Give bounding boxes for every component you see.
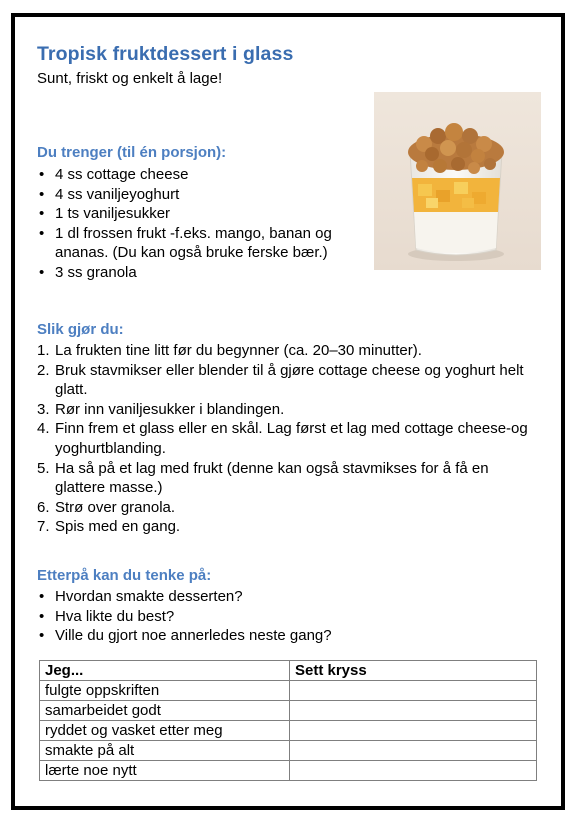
- reflection-list: [37, 587, 437, 646]
- table-row: [40, 761, 537, 781]
- step-text: La frukten tine litt før du begynner (ca. 20–30 minutter).: [55, 342, 422, 359]
- reflection-item: • Hvordan smakte desserten?: [37, 587, 437, 607]
- checklist-table: [39, 660, 537, 781]
- checklist-header-check: Sett kryss: [290, 661, 537, 681]
- step-item: [37, 459, 537, 498]
- step-number: 4.: [37, 420, 50, 438]
- table-row: [40, 681, 537, 701]
- step-text: Finn frem et glass eller en skål. Lag først et lag med cottage cheese-og yoghurtblanding.: [55, 420, 528, 457]
- ingredient-item: • 3 ss granola: [37, 263, 357, 283]
- step-item: [37, 361, 537, 400]
- step-item: [37, 419, 537, 458]
- checklist-checkbox-cell[interactable]: [290, 701, 537, 721]
- ingredients-heading: Du trenger (til én porsjon):: [37, 144, 227, 161]
- checklist-checkbox-cell[interactable]: [290, 741, 537, 761]
- step-number: 3.: [37, 400, 50, 418]
- reflection-item: • Ville du gjort noe annerledes neste gang?: [37, 626, 437, 646]
- step-number: 6.: [37, 498, 50, 516]
- checklist-item: smakte på alt: [40, 741, 290, 761]
- ingredient-item: • 4 ss vaniljeyoghurt: [37, 185, 357, 205]
- step-text: Spis med en gang.: [55, 518, 181, 536]
- step-item: [37, 517, 537, 537]
- step-item: [37, 400, 537, 420]
- step-number: 1.: [37, 342, 50, 359]
- reflection-item: • Hva likte du best?: [37, 607, 437, 627]
- checklist-header-self: Jeg...: [40, 661, 290, 681]
- dessert-glass-image: [374, 92, 541, 270]
- checklist-header-row: [40, 661, 537, 681]
- step-number: 2.: [37, 361, 50, 379]
- reflection-heading: Etterpå kan du tenke på:: [37, 567, 212, 584]
- step-text: Rør inn vaniljesukker i blandingen.: [55, 400, 285, 418]
- recipe-content: [37, 43, 537, 645]
- recipe-subtitle: Sunt, friskt og enkelt å lage!: [37, 70, 223, 87]
- table-row: [40, 701, 537, 721]
- checklist-item: samarbeidet godt: [40, 701, 290, 721]
- checklist-checkbox-cell[interactable]: [290, 761, 537, 781]
- ingredient-item: • 4 ss cottage cheese: [37, 165, 357, 185]
- checklist-item: lærte noe nytt: [40, 761, 290, 781]
- ingredient-item: • 1 dl frossen frukt -f.eks. mango, banan og ananas. (Du kan også bruke ferske bær.): [37, 224, 357, 263]
- steps-list: [37, 341, 537, 537]
- step-item: [37, 341, 537, 361]
- ingredients-list: [37, 165, 357, 283]
- step-text: Ha så på et lag med frukt (denne kan også stavmikses for å få en glattere masse.): [55, 459, 489, 497]
- step-text: Bruk stavmikser eller blender til å gjøre cottage cheese og yoghurt helt glatt.: [55, 361, 524, 399]
- step-item: [37, 498, 537, 518]
- checklist-item: fulgte oppskriften: [40, 681, 290, 701]
- recipe-title: Tropisk fruktdessert i glass: [37, 43, 294, 65]
- checklist-item: ryddet og vasket etter meg: [40, 721, 290, 741]
- ingredient-item: • 1 ts vaniljesukker: [37, 204, 357, 224]
- checklist-checkbox-cell[interactable]: [290, 681, 537, 701]
- recipe-sheet: [11, 13, 565, 810]
- step-number: 7.: [37, 518, 50, 536]
- dessert-photo: [374, 92, 541, 270]
- steps-heading: Slik gjør du:: [37, 321, 124, 338]
- step-text: Strø over granola.: [55, 498, 176, 516]
- table-row: [40, 721, 537, 741]
- table-row: [40, 741, 537, 761]
- step-number: 5.: [37, 459, 50, 477]
- checklist-checkbox-cell[interactable]: [290, 721, 537, 741]
